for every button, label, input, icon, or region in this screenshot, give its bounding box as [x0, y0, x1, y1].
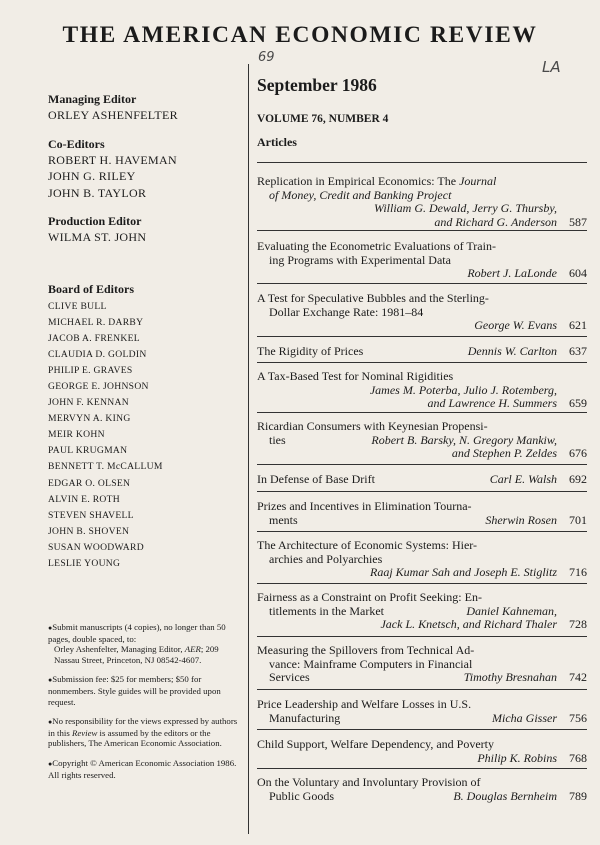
article-authors: B. Douglas Bernheim: [453, 788, 557, 803]
article-separator: [257, 230, 587, 231]
article-entry[interactable]: [257, 539, 587, 580]
board-member: SUSAN WOODWARD: [48, 541, 144, 553]
board-member: CLAUDIA D. GOLDIN: [48, 348, 147, 360]
article-authors: and Stephen P. Zeldes: [451, 446, 557, 461]
article-entry[interactable]: [257, 473, 587, 487]
article-title-cont[interactable]: Manufacturing: [269, 710, 341, 725]
issue-header: [257, 75, 587, 149]
article-page: 716: [569, 565, 587, 580]
board-member: MEIR KOHN: [48, 429, 105, 441]
article-authors: Daniel Kahneman,: [466, 603, 557, 618]
board-member: EDGAR O. OLSEN: [48, 477, 131, 489]
article-separator: [257, 283, 587, 284]
article-separator: [257, 491, 587, 492]
article-title-cont[interactable]: ments: [269, 512, 298, 527]
article-page: 637: [569, 344, 587, 358]
article-title-cont[interactable]: Dollar Exchange Rate: 1981–84: [269, 304, 424, 319]
article-authors: Micha Gisser: [492, 710, 557, 725]
article-authors: James M. Poterba, Julio J. Rotemberg,: [369, 382, 557, 397]
article-authors: Timothy Bresnahan: [463, 670, 557, 685]
board-member: LESLIE YOUNG: [48, 558, 121, 569]
article-authors: Carl E. Walsh: [489, 472, 557, 486]
note-fee: ●Submission fee: $25 for members; $50 for nonmembers. Style guides will be provided upon request.: [48, 674, 221, 707]
board-list: [48, 299, 244, 573]
article-entry[interactable]: [257, 698, 587, 725]
article-title-cont[interactable]: titlements in the Market: [269, 603, 384, 618]
article-authors: Sherwin Rosen: [485, 512, 557, 527]
article-title-cont[interactable]: vance: Mainframe Computers in Financial: [269, 656, 473, 671]
section-rule: [257, 162, 587, 163]
coeditor-name: JOHN B. TAYLOR: [48, 185, 147, 200]
board-member: ALVIN E. ROTH: [48, 493, 121, 505]
article-page: 728: [569, 617, 587, 632]
board-member: MICHAEL R. DARBY: [48, 316, 144, 328]
article-separator: [257, 336, 587, 337]
managing-editor-name: ORLEY ASHENFELTER: [48, 108, 178, 122]
article-separator: [257, 412, 587, 413]
article-title-cont[interactable]: ties: [269, 432, 286, 447]
article-page: 756: [569, 710, 587, 725]
board-member: GEORGE E. JOHNSON: [48, 380, 149, 392]
article-separator: [257, 689, 587, 690]
coeditors-label: Co-Editors: [48, 136, 105, 151]
issue-date: September 1986: [257, 75, 377, 95]
article-title[interactable]: In Defense of Base Drift: [257, 472, 375, 486]
article-title[interactable]: Prizes and Incentives in Elimination Tourna-: [257, 499, 472, 513]
article-page: 604: [569, 266, 587, 281]
article-separator: [257, 768, 587, 769]
article-entry[interactable]: [257, 738, 587, 765]
board-member: BENNETT T. McCALLUM: [48, 461, 163, 473]
article-title[interactable]: Ricardian Consumers with Keynesian Propensi-: [257, 419, 488, 433]
board-member: PAUL KRUGMAN: [48, 445, 128, 457]
article-authors: George W. Evans: [474, 318, 557, 333]
article-title[interactable]: Evaluating the Econometric Evaluations of Train-: [257, 239, 496, 253]
article-authors: and Richard G. Anderson: [434, 214, 557, 229]
article-title[interactable]: Measuring the Spillovers from Technical Ad-: [257, 643, 475, 657]
handwritten-mark: 69: [258, 50, 275, 65]
article-page: 692: [569, 472, 587, 486]
article-page: 742: [569, 670, 587, 685]
article-title-cont[interactable]: archies and Polyarchies: [269, 551, 383, 566]
coeditor-name: JOHN G. RILEY: [48, 169, 136, 183]
column-divider: [248, 64, 249, 834]
note-submit: ●Submit manuscripts (4 copies), no longer than 50 pages, double spaced, to:: [48, 622, 226, 644]
masthead-staff: [48, 92, 244, 572]
coeditor-name: ROBERT H. HAVEMAN: [48, 152, 177, 167]
article-entry[interactable]: [257, 345, 587, 359]
article-page: 621: [569, 318, 587, 333]
article-title-cont[interactable]: of Money, Credit and Banking Project: [269, 187, 452, 202]
article-authors: Robert J. LaLonde: [467, 266, 557, 281]
note-address: Orley Ashenfelter, Managing Editor, AER; 209 Nassau Street, Princeton, NJ 08542-4607.: [54, 644, 219, 665]
article-page: 587: [569, 214, 587, 229]
article-separator: [257, 531, 587, 532]
journal-title: THE AMERICAN ECONOMIC REVIEW: [62, 22, 538, 48]
handwritten-initials: LA: [542, 58, 561, 76]
article-authors: Raaj Kumar Sah and Joseph E. Stiglitz: [370, 565, 557, 580]
article-page: 676: [569, 446, 587, 461]
board-member: PHILIP E. GRAVES: [48, 364, 133, 376]
board-label: Board of Editors: [48, 281, 135, 296]
managing-editor-label: Managing Editor: [48, 92, 137, 106]
board-member: MERVYN A. KING: [48, 413, 131, 425]
article-separator: [257, 464, 587, 465]
article-title[interactable]: Child Support, Welfare Dependency, and Poverty: [257, 737, 494, 751]
board-member: STEVEN SHAVELL: [48, 509, 134, 521]
article-title[interactable]: On the Voluntary and Involuntary Provision of: [257, 775, 481, 789]
note-responsibility: ●No responsibility for the views expressed by authors in this Review is assumed by the editors or the publishers, The American Economic Association.: [48, 716, 238, 749]
article-authors: Philip K. Robins: [477, 750, 557, 765]
article-entry[interactable]: [257, 420, 587, 461]
article-entry[interactable]: [257, 370, 587, 411]
production-editor-label: Production Editor: [48, 214, 142, 228]
article-title[interactable]: A Test for Speculative Bubbles and the Sterling-: [257, 291, 489, 305]
article-authors: William G. Dewald, Jerry G. Thursby,: [374, 201, 557, 216]
issue-volume: VOLUME 76, NUMBER 4: [257, 113, 389, 125]
article-title[interactable]: A Tax-Based Test for Nominal Rigidities: [257, 369, 454, 383]
production-editor-name: WILMA ST. JOHN: [48, 230, 147, 244]
article-authors: Dennis W. Carlton: [467, 344, 557, 358]
article-authors: Robert B. Barsky, N. Gregory Mankiw,: [371, 432, 557, 447]
article-authors: Jack L. Knetsch, and Richard Thaler: [380, 617, 557, 632]
note-copyright: ●Copyright © American Economic Association 1986. All rights reserved.: [48, 757, 237, 780]
article-entry[interactable]: [257, 292, 587, 333]
article-title-cont[interactable]: ing Programs with Experimental Data: [269, 252, 451, 267]
article-title-cont[interactable]: Public Goods: [269, 788, 335, 803]
article-authors: and Lawrence H. Summers: [427, 396, 557, 411]
article-separator: [257, 362, 587, 363]
article-title[interactable]: Replication in Empirical Economics: The Journal: [257, 174, 497, 188]
article-separator: [257, 583, 587, 584]
article-page: 768: [569, 750, 587, 765]
article-page: 659: [569, 396, 587, 411]
article-entry[interactable]: [257, 500, 587, 527]
article-title[interactable]: Fairness as a Constraint on Profit Seeking: En-: [257, 590, 482, 604]
article-entry[interactable]: [257, 240, 587, 281]
article-separator: [257, 636, 587, 637]
article-title[interactable]: Price Leadership and Welfare Losses in U.S.: [257, 697, 472, 711]
article-page: 701: [569, 512, 587, 527]
article-entry[interactable]: [257, 175, 587, 229]
article-title-cont[interactable]: Services: [269, 670, 310, 685]
board-member: JOHN B. SHOVEN: [48, 525, 130, 537]
submission-notes: [48, 622, 244, 780]
section-heading: Articles: [257, 135, 297, 149]
article-title[interactable]: The Architecture of Economic Systems: Hier-: [257, 538, 478, 552]
board-member: JACOB A. FRENKEL: [48, 332, 140, 344]
board-member: CLIVE BULL: [48, 300, 107, 312]
article-separator: [257, 729, 587, 730]
article-page: 789: [569, 788, 587, 803]
article-entry[interactable]: [257, 591, 587, 632]
article-entry[interactable]: [257, 644, 587, 685]
board-member: JOHN F. KENNAN: [48, 397, 129, 409]
article-entry[interactable]: [257, 776, 587, 803]
article-title[interactable]: The Rigidity of Prices: [257, 344, 364, 358]
